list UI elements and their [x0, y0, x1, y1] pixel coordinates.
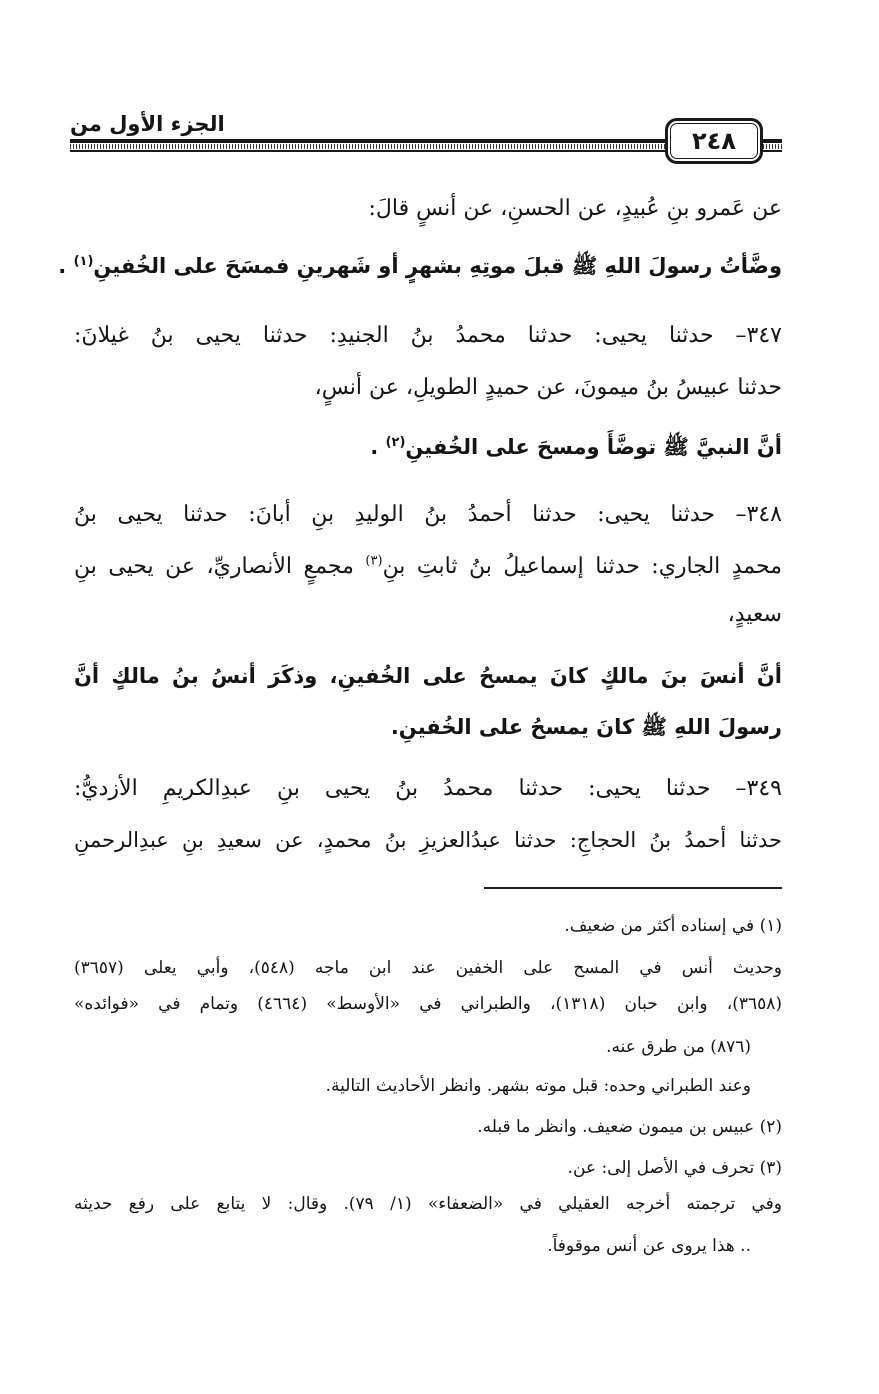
body-line-8: سعيدٍ،	[727, 602, 782, 627]
footnote-line-7: (٣) تحرف في الأصل إلى: عن.	[567, 1158, 782, 1178]
body-line-7	[74, 553, 783, 579]
page-header	[70, 108, 782, 164]
body-line-1: عن عَمرو بنِ عُبيدٍ، عن الحسنِ، عن أنسٍ قالَ:	[368, 196, 782, 221]
footnote-separator	[484, 887, 782, 889]
footnote-line-5: وعند الطبراني وحده: قبل موته بشهر. وانظر الأحاديث التالية.	[325, 1076, 751, 1096]
footnote-ref-3: (٣)	[365, 553, 383, 569]
hadith-text: أنَّ النبيَّ ﷺ توضَّأَ ومسحَ على الخُفينِ	[405, 435, 782, 459]
body-line-12: حدثنا أحمدُ بنُ الحجاجِ: حدثنا عبدُالعزيزِ بنُ محمدٍ، عن سعيدِ بنِ عبدِالرحمنِ	[74, 828, 782, 852]
body-line-10: رسولَ اللهِ ﷺ كانَ يمسحُ على الخُفينِ.	[390, 715, 782, 739]
footnote-line-3: (٣٦٥٨)، وابن حبان (١٣١٨)، والطبراني في «الأوسط» (٤٦٦٤) وتمام في «فوائده»	[74, 994, 783, 1014]
footnote-ref-1: (١)	[73, 254, 94, 269]
body-line-9: أنَّ أنسَ بنَ مالكٍ كانَ يمسحُ على الخُفينِ، وذكَرَ أنسُ بنُ مالكٍ أنَّ	[74, 664, 782, 688]
body-line-2: وضَّأتُ رسولَ اللهِ ﷺ قبلَ موتِهِ بشهرٍ أو شَهرينِ فمسَحَ على الخُفينِ$^{(١)}$ .	[58, 254, 782, 278]
page-number	[665, 118, 763, 164]
body-line-3: ٣٤٧– حدثنا يحيى: حدثنا محمدُ بنُ الجنيدِ: حدثنا يحيى بنُ غيلانَ:	[74, 323, 782, 348]
hadith-text: وضَّأتُ رسولَ اللهِ ﷺ قبلَ موتِهِ بشهرٍ أو شَهرينِ فمسَحَ على الخُفينِ	[93, 254, 782, 278]
body-line-5: أنَّ النبيَّ ﷺ توضَّأَ ومسحَ على الخُفينِ$^{(٢)}$ .	[370, 435, 782, 459]
body-line-6: ٣٤٨– حدثنا يحيى: حدثنا أحمدُ بنُ الوليدِ بنِ أبانَ: حدثنا يحيى بنُ	[74, 502, 782, 527]
body-line-7a: محمدٍ الجاري: حدثنا إسماعيلُ بنُ ثابتِ بنِ	[382, 554, 783, 579]
footnote-line-4: (٨٧٦) من طرق عنه.	[606, 1037, 751, 1057]
body-line-11: ٣٤٩– حدثنا يحيى: حدثنا محمدُ بنُ يحيى بنِ عبدِالكريمِ الأزديُّ:	[74, 776, 782, 801]
footnote-line-2: وحديث أنس في المسح على الخفين عند ابن ماجه (٥٤٨)، وأبي يعلى (٣٦٥٧)	[74, 958, 782, 978]
footnote-line-8: وفي ترجمته أخرجه العقيلي في «الضعفاء» (١/ ٧٩). وقال: لا يتابع على رفع حديثه	[74, 1194, 783, 1214]
footnote-line-9: .. هذا يروى عن أنس موقوفاً.	[547, 1236, 751, 1256]
footnote-line-6: (٢) عبيس بن ميمون ضعيف. وانظر ما قبله.	[477, 1117, 782, 1137]
running-title: الجزء الأول من	[70, 112, 225, 136]
body-line-4: حدثنا عبيسُ بنُ ميمونَ، عن حميدٍ الطويلِ، عن أنسٍ،	[314, 375, 782, 400]
footnote-line-1: (١) في إسناده أكثر من ضعيف.	[564, 916, 782, 936]
footnote-ref-2: (٢)	[385, 435, 406, 450]
body-line-7b: مجمعٍ الأنصاريِّ، عن يحيى بنِ	[74, 554, 354, 579]
page-number-text: ٢٤٨	[692, 127, 736, 155]
